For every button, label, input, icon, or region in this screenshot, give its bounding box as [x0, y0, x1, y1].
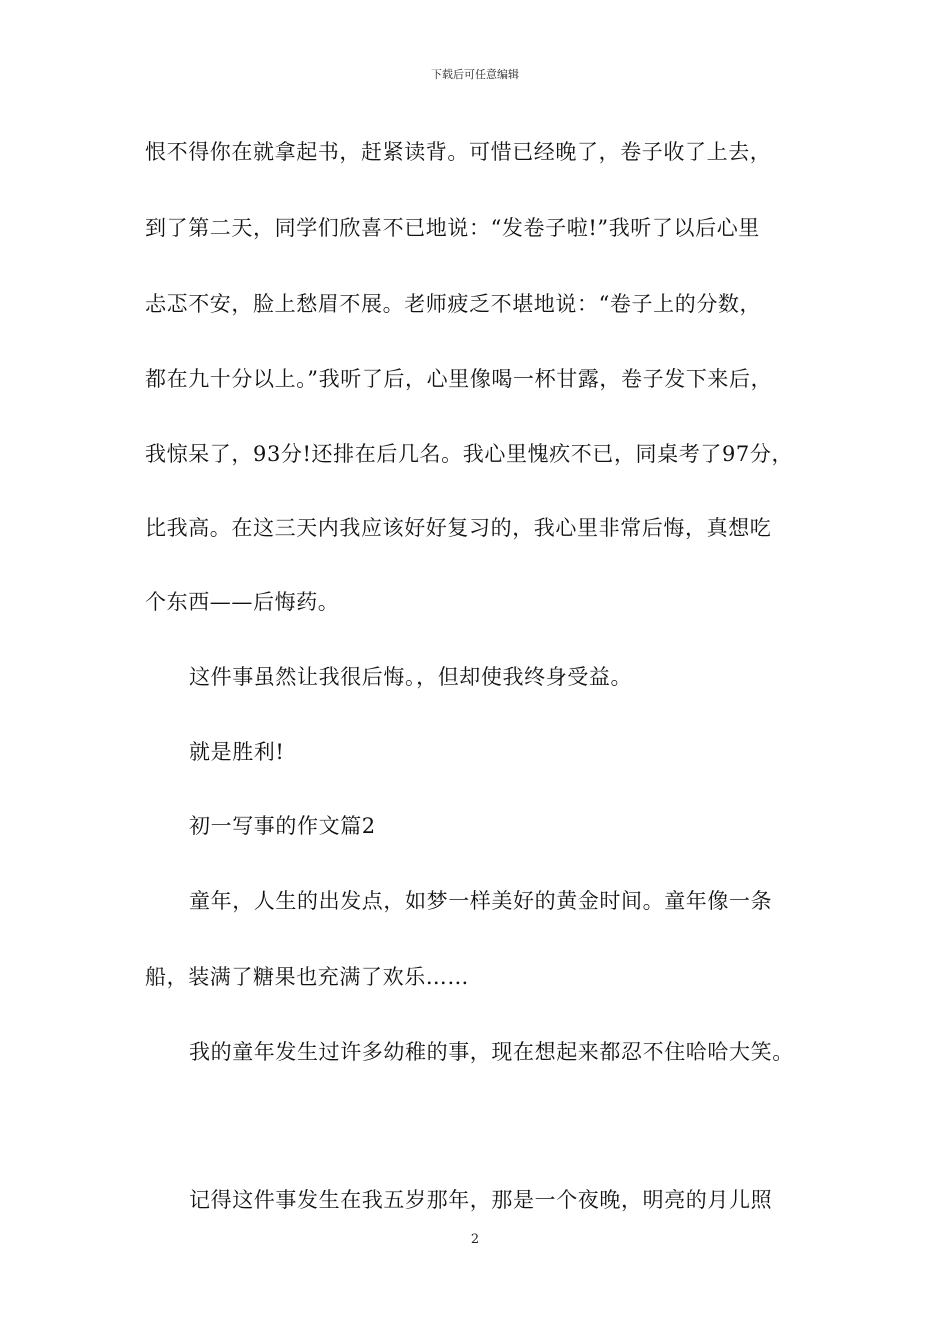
- section-heading: 初一写事的作文篇2: [189, 814, 376, 838]
- paragraph-line: 就是胜利!: [189, 740, 285, 764]
- body-line: 都在九十分以上。”我听了后，心里像喝一杯甘露，卷子发下来后，: [145, 367, 773, 391]
- page-number: 2: [470, 1232, 480, 1247]
- body-line: 忐忑不安，脸上愁眉不展。老师疲乏不堪地说：“卷子上的分数，: [145, 292, 762, 316]
- paragraph-line: 记得这件事发生在我五岁那年，那是一个夜晚，明亮的月儿照: [189, 1188, 773, 1212]
- body-line: 我惊呆了，93分!还排在后几名。我心里愧疚不已，同桌考了97分，: [145, 442, 794, 466]
- paragraph-line: 童年，人生的出发点，如梦一样美好的黄金时间。童年像一条: [189, 889, 773, 913]
- paragraph-line: 这件事虽然让我很后悔。，但却使我终身受益。: [189, 665, 633, 689]
- body-line: 个东西——后悔药。: [145, 590, 340, 614]
- paragraph-line: 我的童年发生过许多幼稚的事，现在想起来都忍不住哈哈大笑。: [189, 1040, 794, 1064]
- body-line: 到了第二天，同学们欣喜不已地说：“发卷子啦!”我听了以后心里: [145, 216, 760, 240]
- body-line: 比我高。在这三天内我应该好好复习的，我心里非常后悔，真想吃: [145, 516, 772, 540]
- body-line: 恨不得你在就拿起书，赶紧读背。可惜已经晚了，卷子收了上去，: [145, 140, 772, 164]
- page-header: 下载后可任意编辑: [431, 68, 519, 81]
- body-line: 船，装满了糖果也充满了欢乐……: [145, 965, 469, 989]
